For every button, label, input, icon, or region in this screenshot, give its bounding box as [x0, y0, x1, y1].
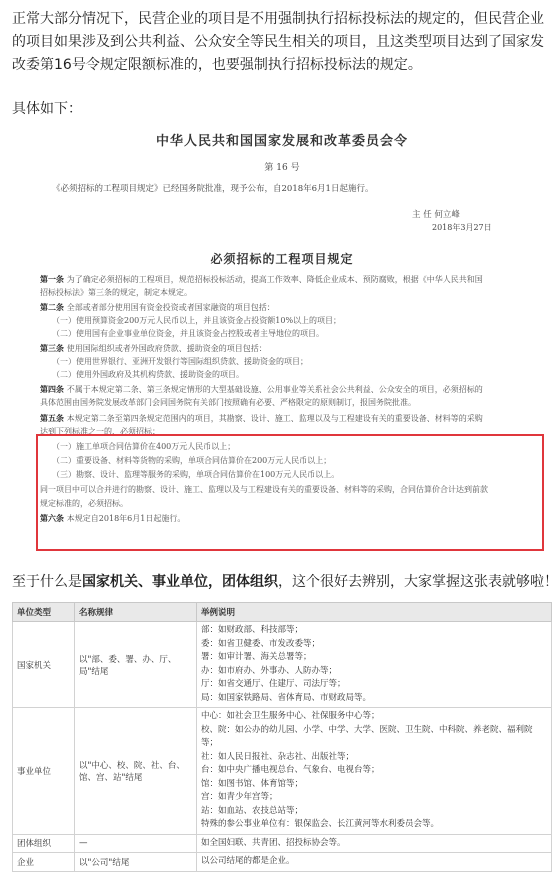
example-line: 如全国妇联、共青团、招投标协会等。 [201, 837, 346, 848]
example-line: 以公司结尾的都是企业。 [201, 856, 295, 866]
section-heading: 至于什么是国家机关、事业单位，团体组织，这个很好去辨别，大家掌握这张表就够啦！ [12, 574, 558, 590]
article-text: 本规定第二条至第四条规定范围内的项目，其勘察、设计、施工、监理以及与工程建设有关的重要设备、材料等的采购 [66, 414, 483, 423]
article-text: 规定标准的，必须招标。 [40, 499, 128, 508]
example-line: 办：如市府办、外事办、人防办等； [201, 665, 338, 676]
article-text: （一）使用预算资金200万元人民币以上，并且该资金占投资额10%以上的项目； [52, 316, 342, 325]
rules-line [40, 288, 192, 298]
article-text: 不属于本规定第二条、第三条规定情形的大型基础设施、公用事业等关系社会公共利益、公众安全的项目，必须招标的 [66, 385, 483, 394]
article-text: （一）使用世界银行、亚洲开发银行等国际组织贷款、援助资金的项目； [52, 357, 308, 366]
header-rule: 名称规律 [75, 603, 197, 622]
rules-line [40, 398, 416, 408]
article-text: 同一项目中可以合并进行的勘察、设计、施工、监理以及与工程建设有关的重要设备、材料等的采购，合同估算价合计达到前款 [40, 485, 488, 494]
article-text: 使用国际组织或者外国政府贷款、援助资金的项目包括： [66, 344, 267, 353]
rules-line [52, 357, 308, 367]
example-line: 委：如省卫健委、市发改委等； [201, 638, 321, 649]
decree-lead: 《必须招标的工程项目规定》已经国务院批准，现予公布，自2018年6月1日起施行。 [52, 184, 374, 194]
article-text: 招标投标法》第三条的规定，制定本规定。 [40, 288, 192, 297]
example-line: 部：如财政部、科技部等； [201, 625, 304, 635]
article-text: 达到下列标准之一的，必须招标： [40, 427, 160, 436]
rules-line [40, 274, 483, 285]
example-line: 中心：如社会卫生服务中心、社保服务中心等； [201, 711, 380, 721]
example-line: 局：如国家铁路局、省体育局、市财政局等。 [201, 692, 372, 703]
article-text: 为了确定必须招标的工程项目，规范招标投标活动，提高工作效率、降低企业成本、预防腐败，根据《中华人民共和国 [66, 275, 483, 284]
rules-line [52, 329, 324, 339]
article-label: 第一条 [40, 274, 67, 284]
rules-line [40, 413, 483, 424]
article-label: 第六条 [40, 513, 67, 523]
intro-paragraph: 正常大部分情况下，民营企业的项目是不用强制执行招标投标法的规定的，但民营企业的项目如果涉及到公共利益、公众安全等民生相关的项目，且这类型项目达到了国家发改委第16号令规定限额标准的，也要强制执行招标投标法的规定。 [12, 11, 544, 73]
cell-type: 企业 [13, 853, 75, 872]
rules-line [40, 343, 267, 354]
cell-examples [197, 622, 552, 708]
cell-rule: 以"公司"结尾 [75, 853, 197, 872]
article-text: （二）使用外国政府及其机构贷款、援助资金的项目。 [52, 370, 244, 379]
example-line: 台：如中央广播电视总台、气象台、电视台等； [201, 765, 380, 775]
example-line: 校、院：如公办的幼儿园、小学、中学、大学、医院、卫生院、中科院、养老院、福利院等； [201, 724, 533, 748]
example-line: 厅：如省交通厅、住建厅、司法厅等； [201, 679, 346, 689]
cell-rule: — [75, 834, 197, 853]
article-text: 具体范围由国务院发展改革部门会同国务院有关部门按照确有必要、严格限定的原则制订，报国务院批准。 [40, 398, 416, 407]
table-row [13, 622, 552, 708]
article-label: 第二条 [40, 302, 67, 312]
cell-examples [197, 853, 552, 872]
decree-number: 第 16 号 [264, 163, 300, 173]
article-text: （一）施工单项合同估算价在400万元人民币以上； [52, 442, 236, 451]
article-label: 第三条 [40, 343, 67, 353]
table-row [13, 834, 552, 853]
cell-type: 事业单位 [13, 708, 75, 835]
table-header-row [13, 603, 552, 622]
example-line: 馆：如图书馆、体育馆等； [201, 778, 304, 789]
article-label: 第五条 [40, 413, 67, 423]
cell-type: 国家机关 [13, 622, 75, 708]
article-text: （二）使用国有企业事业单位资金，并且该资金占控股或者主导地位的项目。 [52, 329, 324, 338]
article-text: 全部或者部分使用国有资金投资或者国家融资的项目包括： [66, 303, 275, 312]
table-row [13, 708, 552, 835]
cell-examples [197, 834, 552, 853]
header-examples: 举例说明 [197, 603, 552, 622]
article-text: （三）勘察、设计、监理等服务的采购，单项合同估算价在100万元人民币以上。 [52, 470, 340, 479]
example-line: 宫：如青少年宫等； [201, 792, 278, 802]
decree-date: 2018年3月27日 [432, 223, 492, 232]
details-heading: 具体如下： [12, 101, 82, 117]
rules-line [52, 316, 341, 326]
cell-rule: 以"中心、校、院、社、台、馆、宫、站"结尾 [75, 708, 197, 835]
example-line: 社：如人民日报社、杂志社、出版社等； [201, 751, 355, 762]
decree-title: 中华人民共和国国家发展和改革委员会令 [155, 134, 408, 149]
rules-line [40, 302, 275, 313]
rules-line [52, 370, 244, 380]
unit-type-table [12, 602, 552, 872]
rules-line [40, 384, 483, 395]
rules-subtitle: 必须招标的工程项目规定 [210, 252, 354, 266]
example-line: 站：如血站、农技总站等； [201, 805, 304, 816]
cell-examples [197, 708, 552, 835]
decree-document-image [12, 122, 552, 568]
article-text: 本规定自2018年6月1日起施行。 [66, 514, 186, 523]
cell-type: 团体组织 [13, 834, 75, 853]
article-label: 第四条 [40, 384, 67, 394]
example-line: 署：如审计署、海关总署等； [201, 652, 312, 662]
article-text: （二）重要设备、材料等货物的采购，单项合同估算价在200万元人民币以上； [52, 456, 332, 465]
decree-signer: 主 任 何立峰 [412, 210, 460, 220]
table-row [13, 853, 552, 872]
header-type: 单位类型 [13, 603, 75, 622]
highlight-box-article-5 [36, 434, 544, 551]
cell-rule: 以"部、委、署、办、厅、局"结尾 [75, 622, 197, 708]
example-line: 特殊的参公事业单位有：银保监会、长江黄河等水利委员会等。 [201, 819, 440, 829]
